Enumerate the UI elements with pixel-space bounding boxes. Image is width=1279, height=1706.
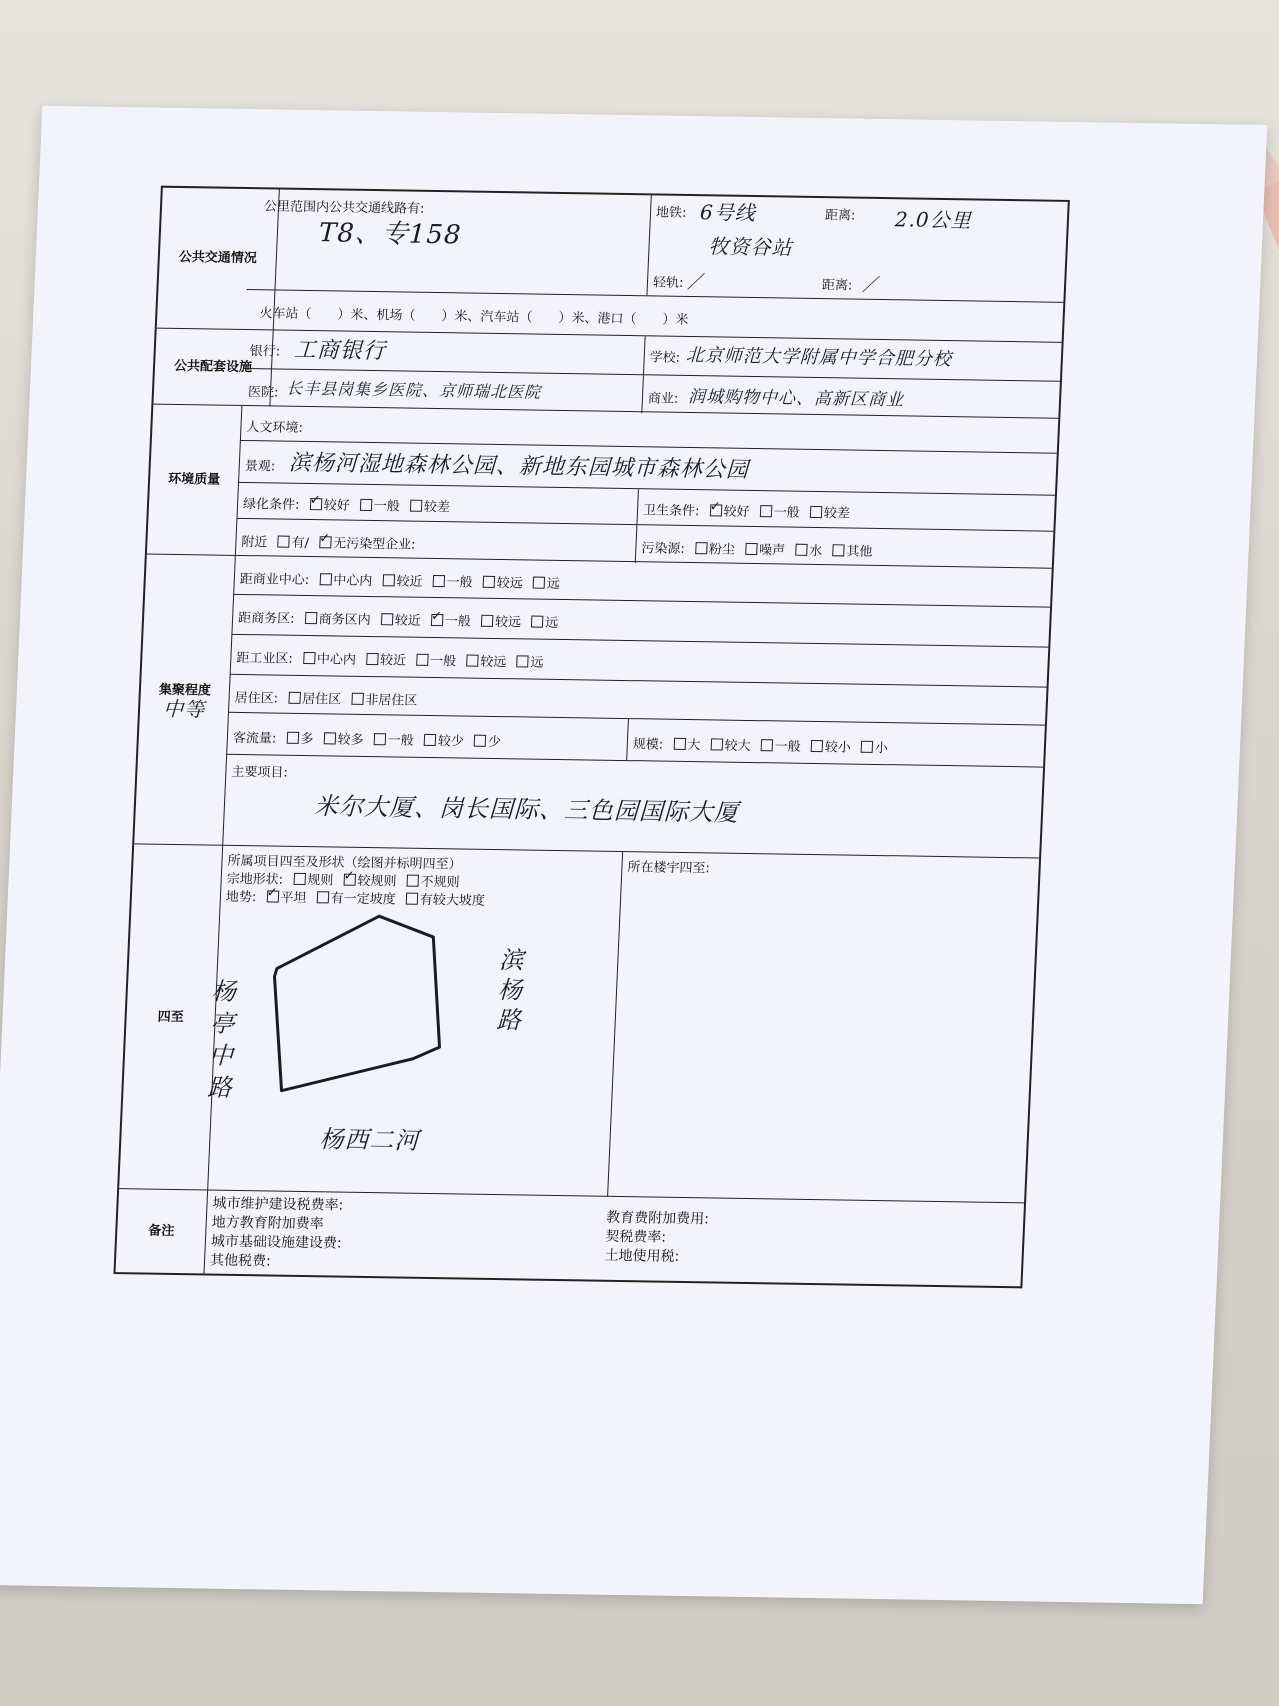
shopping-value: 润城购物中心、高新区商业 — [687, 386, 905, 411]
shape-opt-2-checkbox[interactable] — [343, 874, 356, 886]
commercial-opt-3-checkbox[interactable] — [432, 575, 445, 587]
industrial-opt-1: 中心内 — [316, 652, 357, 668]
remark-city-maintenance: 城市维护建设税费率: — [212, 1195, 344, 1214]
business-opt-3-checkbox[interactable] — [431, 614, 444, 626]
pollution-dust: 粉尘 — [708, 542, 736, 558]
scale-opt-3-checkbox[interactable] — [760, 739, 773, 751]
metro-distance-value: 2.0公里 — [894, 207, 973, 233]
nearby-option-yes: 有 — [291, 535, 305, 551]
green-option-good-checkbox[interactable] — [309, 498, 322, 510]
green-option-poor: 较差 — [423, 499, 451, 516]
scale-opt-3: 一般 — [774, 739, 801, 755]
business-opt-5-checkbox[interactable] — [531, 616, 544, 628]
bank-label: 银行: — [249, 344, 281, 360]
commercial-opt-5-checkbox[interactable] — [533, 577, 546, 589]
nearby-option-no: 无污染型企业: — [332, 536, 416, 553]
industrial-opt-5: 远 — [530, 655, 544, 671]
nearby-option-yes-checkbox[interactable] — [277, 536, 290, 548]
remark-deed-tax: 契税费率: — [604, 1228, 667, 1246]
hygiene-option-average-checkbox[interactable] — [760, 505, 773, 517]
pollution-water-checkbox[interactable] — [795, 544, 808, 556]
scale-opt-4: 较小 — [824, 740, 852, 756]
metro-label: 地铁: — [655, 205, 687, 221]
light-rail-distance-label: 距离: — [821, 278, 853, 294]
residential-opt-2: 非居住区 — [364, 692, 418, 709]
commercial-opt-2: 较近 — [396, 574, 423, 590]
industrial-opt-5-checkbox[interactable] — [516, 655, 529, 667]
industrial-opt-3: 一般 — [429, 653, 457, 670]
transport-label: 公共交通情况 — [157, 188, 280, 330]
terrain-opt-2-checkbox[interactable] — [316, 891, 329, 903]
hospital-value: 长丰县岗集乡医院、京师瑞北医院 — [285, 378, 542, 402]
terrain-opt-3-checkbox[interactable] — [406, 893, 419, 905]
remarks-left — [210, 1195, 344, 1273]
boundaries-content — [207, 846, 1039, 1204]
commercial-opt-1: 中心内 — [333, 573, 373, 590]
bank-value: 工商银行 — [293, 337, 387, 365]
traffic-opt-5: 少 — [487, 734, 502, 751]
terrain-opt-1: 平坦 — [280, 890, 307, 907]
business-opt-4-checkbox[interactable] — [481, 615, 494, 627]
agglomeration-row — [134, 553, 1052, 858]
industrial-opt-3-checkbox[interactable] — [416, 654, 429, 666]
traffic-opt-5-checkbox[interactable] — [474, 735, 487, 747]
projects-value: 米尔大厦、岗长国际、三色园国际大厦 — [313, 792, 740, 827]
remarks-right — [604, 1209, 709, 1268]
hubs-text: 火车站（ ）米、机场（ ）米、汽车站（ ）米、港口（ ）米 — [259, 306, 689, 328]
business-opt-4: 较远 — [494, 614, 522, 631]
terrain-opt-2: 有一定坡度 — [330, 891, 396, 908]
parcel-sketch — [251, 906, 479, 1099]
shape-opt-3-checkbox[interactable] — [406, 875, 419, 887]
boundaries-row — [119, 843, 1039, 1203]
culture-label: 人文环境: — [246, 420, 304, 436]
commercial-label: 距商业中心: — [239, 571, 310, 589]
projects-cell — [222, 754, 1043, 860]
scale-opt-4-checkbox[interactable] — [811, 740, 824, 752]
commercial-opt-4: 较远 — [496, 575, 524, 592]
hygiene-option-good: 较好 — [723, 504, 750, 520]
school-value: 北京师范大学附属中学合肥分校 — [685, 344, 953, 371]
light-rail-cell: 轻轨: ／ 距离: ／ — [652, 271, 881, 296]
bus-value: T8、专158 — [318, 218, 463, 251]
remarks-row — [115, 1188, 1024, 1287]
hospital-label: 医院: — [247, 385, 279, 401]
industrial-opt-4: 较远 — [480, 654, 507, 671]
remarks-content — [203, 1191, 1024, 1288]
green-option-average-checkbox[interactable] — [360, 499, 373, 511]
metro-value: 6号线 — [699, 200, 757, 226]
commercial-opt-5: 远 — [546, 576, 561, 592]
metro-cell — [648, 195, 1068, 270]
hygiene-option-poor: 较差 — [823, 506, 851, 522]
residential-opt-1: 居住区 — [301, 691, 342, 708]
building-boundary-label: 所在楼宇四至: — [627, 860, 711, 877]
pollution-dust-checkbox[interactable] — [695, 542, 708, 554]
traffic-opt-1: 多 — [300, 731, 314, 748]
scale-opt-1: 大 — [687, 738, 701, 754]
commercial-opt-4-checkbox[interactable] — [483, 576, 496, 588]
terrain-opt-1-checkbox[interactable] — [266, 890, 279, 902]
boundary-west: 杨亭中路 — [207, 977, 238, 1102]
business-opt-1-checkbox[interactable] — [304, 612, 317, 624]
boundaries-label: 四至 — [119, 844, 223, 1190]
green-option-poor-checkbox[interactable] — [410, 500, 423, 512]
scale-opt-2: 较大 — [724, 738, 751, 754]
traffic-opt-3: 一般 — [387, 733, 415, 749]
metro-station: 牧资谷站 — [708, 234, 794, 260]
business-opt-3: 一般 — [444, 614, 472, 630]
traffic-label: 客流量: — [232, 730, 277, 747]
agglomeration-label-cell — [134, 554, 236, 845]
shape-opt-1-checkbox[interactable] — [293, 873, 306, 885]
pollution-noise-checkbox[interactable] — [745, 543, 758, 555]
environment-label: 环境质量 — [147, 405, 243, 556]
boundary-east: 滨杨路 — [496, 946, 525, 1035]
parcel-outline — [270, 915, 446, 1094]
facilities-label: 公共配套设施 — [153, 329, 273, 407]
scale-opt-2-checkbox[interactable] — [710, 738, 723, 750]
light-rail-label: 轻轨: — [652, 275, 684, 291]
industrial-opt-1-checkbox[interactable] — [303, 652, 316, 664]
traffic-opt-2-checkbox[interactable] — [323, 732, 336, 744]
hygiene-option-poor-checkbox[interactable] — [810, 506, 823, 518]
traffic-opt-3-checkbox[interactable] — [374, 733, 387, 745]
terrain-opt-3: 有较大坡度 — [419, 892, 486, 909]
remarks-label: 备注 — [115, 1189, 208, 1274]
remark-other-taxes: 其他税费: — [209, 1252, 272, 1270]
green-label: 绿化条件: — [242, 497, 300, 513]
traffic-opt-1-checkbox[interactable] — [286, 732, 299, 744]
projects-label: 主要项目: — [231, 764, 289, 781]
school-label: 学校: — [649, 350, 681, 366]
hygiene-label: 卫生条件: — [642, 503, 700, 520]
terrain-label: 地势: — [225, 889, 257, 906]
scale-opt-5: 小 — [874, 740, 889, 757]
scale-label: 规模: — [632, 737, 664, 753]
industrial-label: 距工业区: — [236, 650, 294, 667]
commercial-opt-2-checkbox[interactable] — [382, 574, 395, 586]
boundary-south: 杨西二河 — [318, 1125, 421, 1155]
industrial-opt-2: 较近 — [379, 653, 407, 669]
pollution-other: 其他 — [846, 544, 873, 560]
business-label: 距商务区: — [237, 610, 295, 627]
industrial-opt-2-checkbox[interactable] — [366, 653, 379, 665]
residential-label: 居住区: — [234, 690, 279, 707]
remark-land-use-tax: 土地使用税: — [604, 1247, 680, 1265]
hygiene-option-average: 一般 — [773, 505, 801, 521]
environment-row — [147, 404, 1058, 569]
business-opt-5: 远 — [544, 615, 559, 631]
scale-opt-1-checkbox[interactable] — [673, 738, 686, 750]
business-opt-2: 较近 — [394, 613, 422, 629]
pollution-noise: 噪声 — [758, 543, 786, 559]
project-boundary-label: 所属项目四至及形状（绘图并标明四至） — [227, 853, 462, 873]
shape-opt-2: 较规则 — [357, 873, 397, 890]
paper-sheet — [0, 106, 1267, 1604]
residential-opt-1-checkbox[interactable] — [288, 692, 301, 704]
landscape-label: 景观: — [244, 459, 276, 475]
landscape-value: 滨杨河湿地森林公园、新地东园城市森林公园 — [288, 450, 750, 483]
traffic-opt-2: 较多 — [337, 732, 364, 748]
pollution-label: 污染源: — [641, 541, 686, 557]
bus-label: 公里范围内公共交通线路有: — [263, 199, 425, 217]
traffic-opt-4-checkbox[interactable] — [424, 734, 437, 746]
business-opt-1: 商务区内 — [318, 612, 371, 629]
shape-opt-3: 不规则 — [420, 874, 460, 891]
industrial-opt-4-checkbox[interactable] — [466, 655, 479, 667]
remark-education-fee: 教育费附加费用: — [605, 1209, 710, 1228]
hygiene-option-good-checkbox[interactable] — [709, 504, 722, 516]
pollution-water: 水 — [808, 543, 823, 560]
scale-opt-5-checkbox[interactable] — [861, 741, 874, 753]
transport-row — [157, 188, 1068, 342]
nearby-pollution-cell: 附近 有/ ✓无污染型企业: 污染源: 粉尘 噪声 水 其他 — [235, 518, 1054, 570]
survey-form — [113, 186, 1069, 1289]
commercial-opt-3: 一般 — [446, 575, 473, 591]
shape-opt-1: 规则 — [306, 873, 334, 889]
pollution-other-checkbox[interactable] — [832, 544, 845, 556]
agglomeration-note: 中等 — [162, 696, 206, 722]
nearby-label: 附近 — [241, 534, 268, 551]
nearby-option-no-checkbox[interactable] — [319, 536, 332, 548]
transport-upper — [246, 189, 1067, 302]
metro-distance-label: 距离: — [824, 208, 856, 224]
agglomeration-label: 集聚程度 — [158, 682, 212, 699]
remark-infrastructure: 城市基础设施建设费: — [210, 1233, 342, 1252]
shape-label: 宗地形状: — [226, 871, 284, 888]
residential-opt-2-checkbox[interactable] — [351, 693, 364, 705]
business-opt-2-checkbox[interactable] — [381, 613, 394, 625]
commercial-opt-1-checkbox[interactable] — [319, 573, 332, 585]
remark-local-education: 地方教育附加费率 — [211, 1214, 325, 1233]
green-option-good: 较好 — [323, 498, 350, 514]
shopping-label: 商业: — [647, 391, 679, 407]
traffic-opt-4: 较少 — [437, 734, 465, 750]
green-option-average: 一般 — [373, 499, 401, 515]
